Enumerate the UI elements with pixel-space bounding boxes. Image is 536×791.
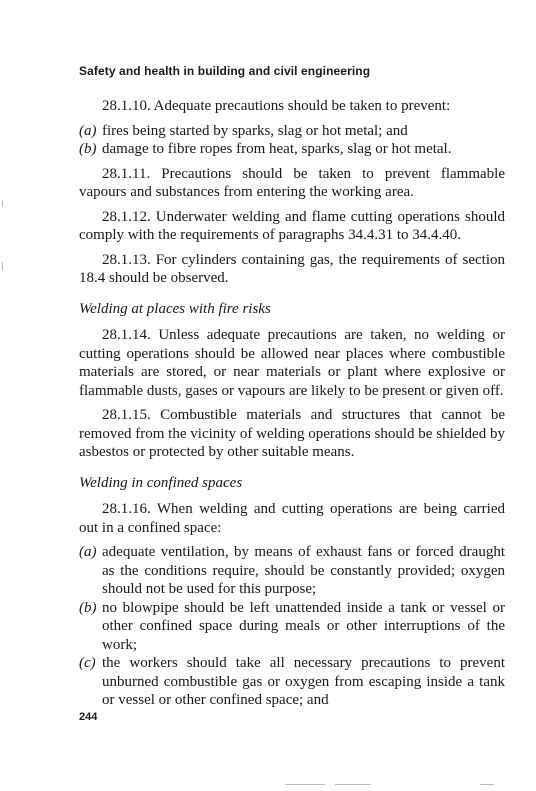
list-marker: (c) bbox=[79, 655, 96, 671]
list-item bbox=[79, 599, 505, 655]
list-marker: (a) bbox=[79, 122, 97, 139]
section-heading-confined-spaces: Welding in confined spaces bbox=[79, 474, 243, 491]
scan-mark bbox=[480, 784, 494, 785]
list-28-1-10 bbox=[79, 122, 505, 159]
list-item-text: no blowpipe should be left unattended inside a tank or vessel or other confined space during meals or other interruptions of the work; bbox=[102, 599, 505, 653]
section-heading-fire-risks: Welding at places with fire risks bbox=[79, 300, 271, 317]
list-item bbox=[79, 140, 505, 159]
list-marker: (b) bbox=[79, 141, 97, 157]
list-marker: (b) bbox=[79, 599, 97, 616]
list-item-text: fires being started by sparks, slag or hot metal; and bbox=[102, 122, 408, 139]
list-marker: (a) bbox=[79, 544, 97, 560]
scan-mark bbox=[2, 262, 3, 270]
list-item bbox=[79, 543, 505, 599]
paragraph-28-1-16: 28.1.16. When welding and cutting operations are being carried out in a confined space: bbox=[79, 501, 505, 536]
paragraph-28-1-15: 28.1.15. Combustible materials and structures that cannot be removed from the vicinity of welding operations should be shielded by asbestos or protected by other suitable means. bbox=[79, 407, 505, 460]
paragraph-28-1-14: 28.1.14. Unless adequate precautions are taken, no welding or cutting operations should be allowed near places where combustible materials are stored, or near materials or plant where explosive or flammable dusts, gases or vapours are likely to be present or given off. bbox=[79, 327, 505, 399]
list-item bbox=[79, 122, 505, 141]
scan-mark bbox=[2, 200, 3, 207]
paragraph-28-1-10: 28.1.10. Adequate precautions should be taken to prevent: bbox=[102, 98, 451, 114]
list-item-text: adequate ventilation, by means of exhaust fans or forced draught as the conditions require, should be constantly provided; oxygen should not be used for this purpose; bbox=[102, 544, 505, 597]
list-item-text: the workers should take all necessary precautions to prevent unburned combustible gas or oxygen from escaping inside a tank or vessel or other confined space; and bbox=[102, 655, 505, 708]
list-item-text: damage to fibre ropes from heat, sparks, slag or hot metal. bbox=[102, 141, 452, 157]
running-head: Safety and health in building and civil engineering bbox=[79, 64, 371, 78]
paragraph-28-1-11: 28.1.11. Precautions should be taken to prevent flammable vapours and substances from entering the working area. bbox=[79, 165, 505, 200]
list-28-1-16 bbox=[79, 543, 505, 710]
paragraph-28-1-12: 28.1.12. Underwater welding and flame cutting operations should comply with the requirements of paragraphs 34.4.31 to 34.4.40. bbox=[79, 208, 505, 243]
list-item bbox=[79, 654, 505, 710]
paragraph-28-1-13: 28.1.13. For cylinders containing gas, the requirements of section 18.4 should be observed. bbox=[79, 251, 505, 286]
scan-mark bbox=[335, 784, 371, 785]
page-number: 244 bbox=[79, 711, 98, 723]
page-body bbox=[79, 64, 505, 716]
scan-mark bbox=[285, 784, 325, 785]
